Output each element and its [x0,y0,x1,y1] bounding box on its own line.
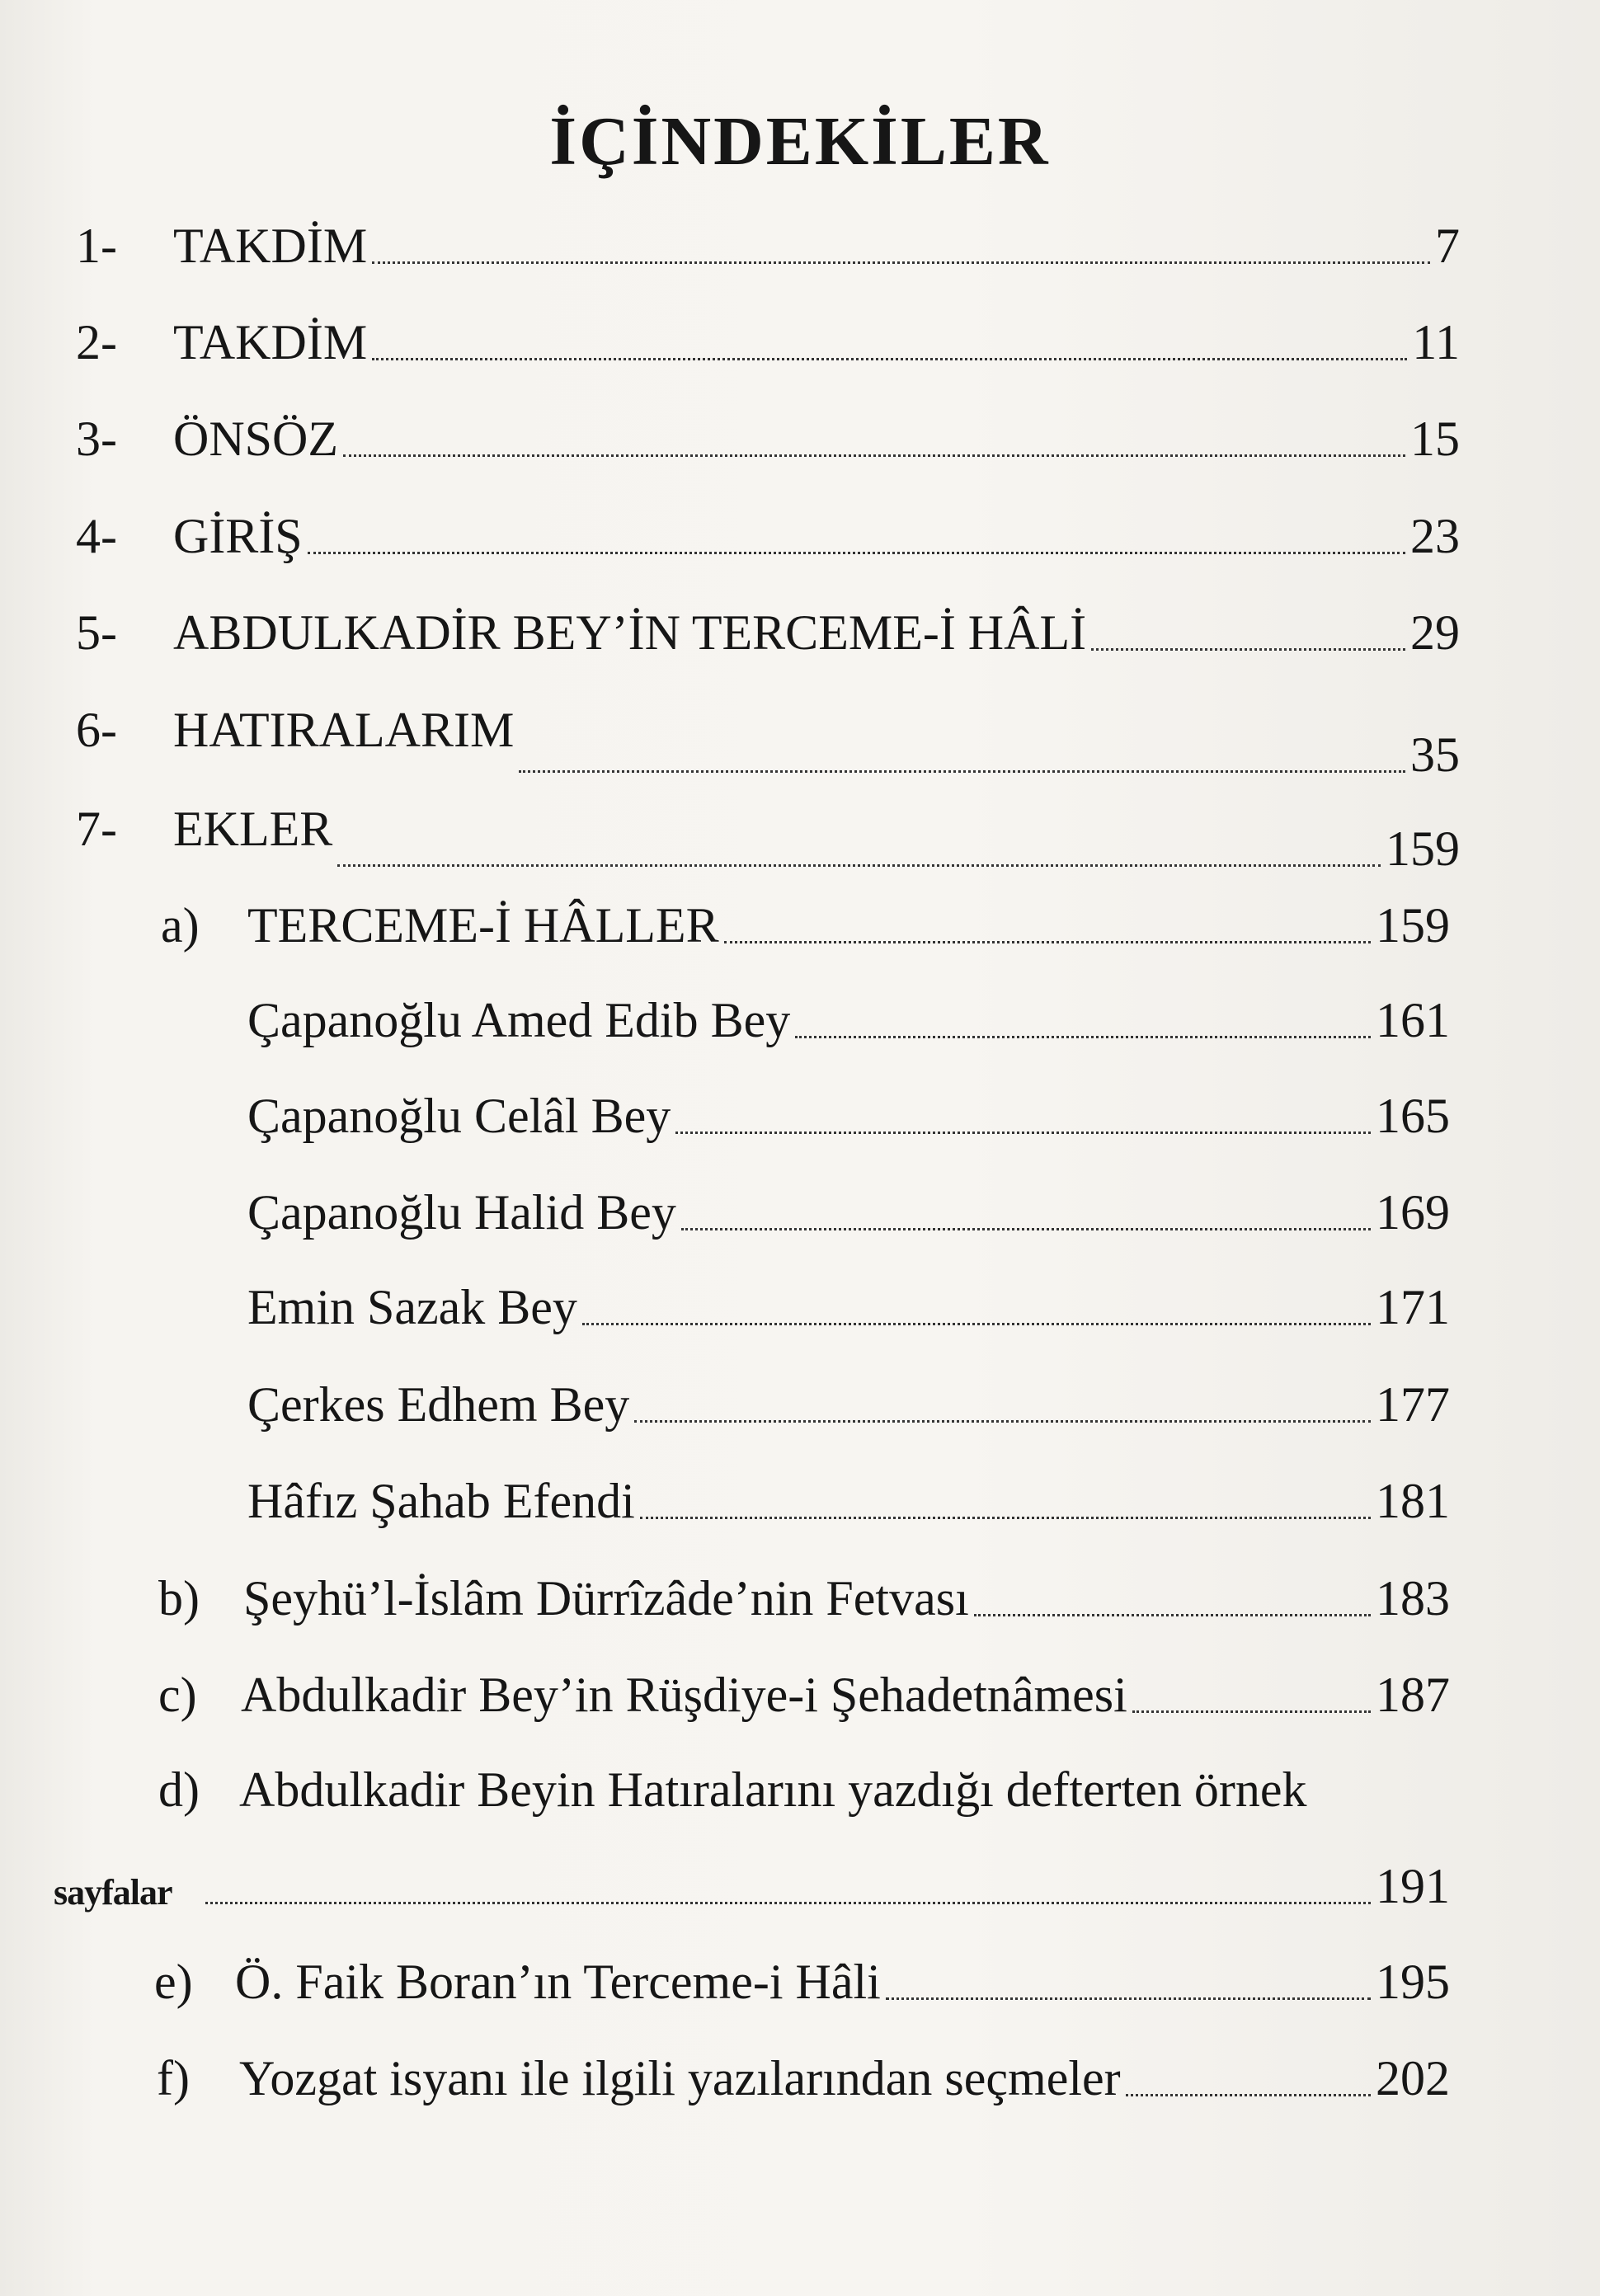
entry-page-number: 159 [1386,821,1460,876]
entry-page-number: 161 [1376,993,1450,1047]
entry-number: 6- [76,703,117,757]
entry-page-number: 191 [1376,1859,1450,1913]
dot-leader [724,941,1371,943]
toc-entry [247,1476,1450,1526]
page-title: İÇİNDEKİLER [549,103,1051,180]
entry-page-number: 171 [1376,1280,1450,1334]
entry-page-number: 195 [1376,1955,1450,2009]
toc-entry [247,1091,1450,1141]
entry-label: Abdulkadir Beyin Hatıralarını yazdığı defterten örnek [239,1762,1307,1817]
entry-page-number: 183 [1376,1571,1450,1626]
entry-number: 4- [76,509,117,563]
entry-label: Şeyhü’l-İslâm Dürrîzâde’nin Fetvası [243,1571,969,1626]
dot-leader [1132,1710,1371,1713]
dot-leader [1091,648,1405,651]
entry-number: 2- [76,315,117,369]
entry-label: Hâfız Şahab Efendi [247,1474,635,1528]
entry-page-number: 7 [1435,219,1460,273]
entry-number: f) [157,2051,190,2105]
toc-entry [154,1955,1450,2009]
toc-entry [76,509,1460,563]
toc-entry [161,898,1450,953]
toc-entry [76,703,1460,782]
entry-number: 1- [76,219,117,273]
entry-label: Çerkes Edhem Bey [247,1377,630,1432]
entry-page-number: 187 [1376,1668,1450,1722]
entry-number: e) [154,1955,193,2009]
entry-page-number: 181 [1376,1474,1450,1528]
toc-entry [158,1762,1307,1817]
entry-page-number: 169 [1376,1185,1450,1240]
dot-leader [795,1036,1371,1038]
entry-page-number: 177 [1376,1377,1450,1432]
dot-leader [582,1323,1371,1325]
dot-leader [675,1132,1371,1134]
entry-page-number: 35 [1410,727,1460,782]
dot-leader [681,1228,1371,1230]
toc-entry [76,802,1460,876]
entry-number: a) [161,898,200,953]
toc-entry [157,2051,1450,2105]
entry-label: Emin Sazak Bey [247,1280,577,1334]
entry-number: d) [158,1762,200,1817]
dot-leader [519,770,1405,773]
dot-leader [634,1420,1371,1423]
toc-entry [54,1861,1450,1911]
entry-label: Yozgat isyanı ile ilgili yazılarından seçmeler [239,2051,1121,2105]
entry-number: b) [158,1571,200,1626]
dot-leader [372,358,1407,360]
entry-label: TERCEME-İ HÂLLER [247,898,719,953]
entry-page-number: 15 [1410,412,1460,466]
entry-label: EKLER [173,802,333,856]
entry-page-number: 165 [1376,1089,1450,1143]
toc-entry [76,412,1460,466]
toc-entry [158,1571,1450,1626]
dot-leader [640,1517,1371,1519]
dot-leader [1126,2094,1371,2096]
entry-label: sayfalar [54,1872,172,1913]
dot-leader [886,1997,1371,2000]
entry-number: c) [158,1668,197,1722]
toc-entry [76,219,1460,273]
entry-label: GİRİŞ [173,509,303,563]
entry-page-number: 159 [1376,898,1450,953]
entry-label: Çapanoğlu Amed Edib Bey [247,993,791,1047]
entry-label: Ö. Faik Boran’ın Terceme-i Hâli [235,1955,881,2009]
dot-leader [974,1614,1371,1616]
entry-label: TAKDİM [173,315,368,369]
entry-label: Çapanoğlu Halid Bey [247,1185,676,1240]
entry-label: TAKDİM [173,219,368,273]
entry-page-number: 29 [1410,605,1460,660]
toc-entry [247,1282,1450,1332]
toc-entry [158,1668,1450,1722]
dot-leader [337,864,1381,867]
toc-entry [247,1185,1450,1240]
dot-leader [372,261,1430,264]
entry-page-number: 202 [1376,2051,1450,2105]
entry-page-number: 23 [1410,509,1460,563]
toc-entry [76,605,1460,660]
entry-number: 5- [76,605,117,660]
entry-label: ÖNSÖZ [173,412,339,466]
dot-leader [308,552,1405,554]
toc-entry [76,315,1460,369]
dot-leader [343,454,1405,457]
entry-label: HATIRALARIM [173,703,515,757]
entry-page-number: 11 [1412,315,1460,369]
entry-label: ABDULKADİR BEY’İN TERCEME-İ HÂLİ [173,605,1087,660]
dot-leader [205,1902,1371,1904]
toc-entry [247,995,1450,1045]
toc-entry [247,1377,1450,1432]
entry-number: 7- [76,802,117,856]
entry-label: Çapanoğlu Celâl Bey [247,1089,671,1143]
entry-number: 3- [76,412,117,466]
entry-label: Abdulkadir Bey’in Rüşdiye-i Şehadetnâmesi [241,1668,1127,1722]
